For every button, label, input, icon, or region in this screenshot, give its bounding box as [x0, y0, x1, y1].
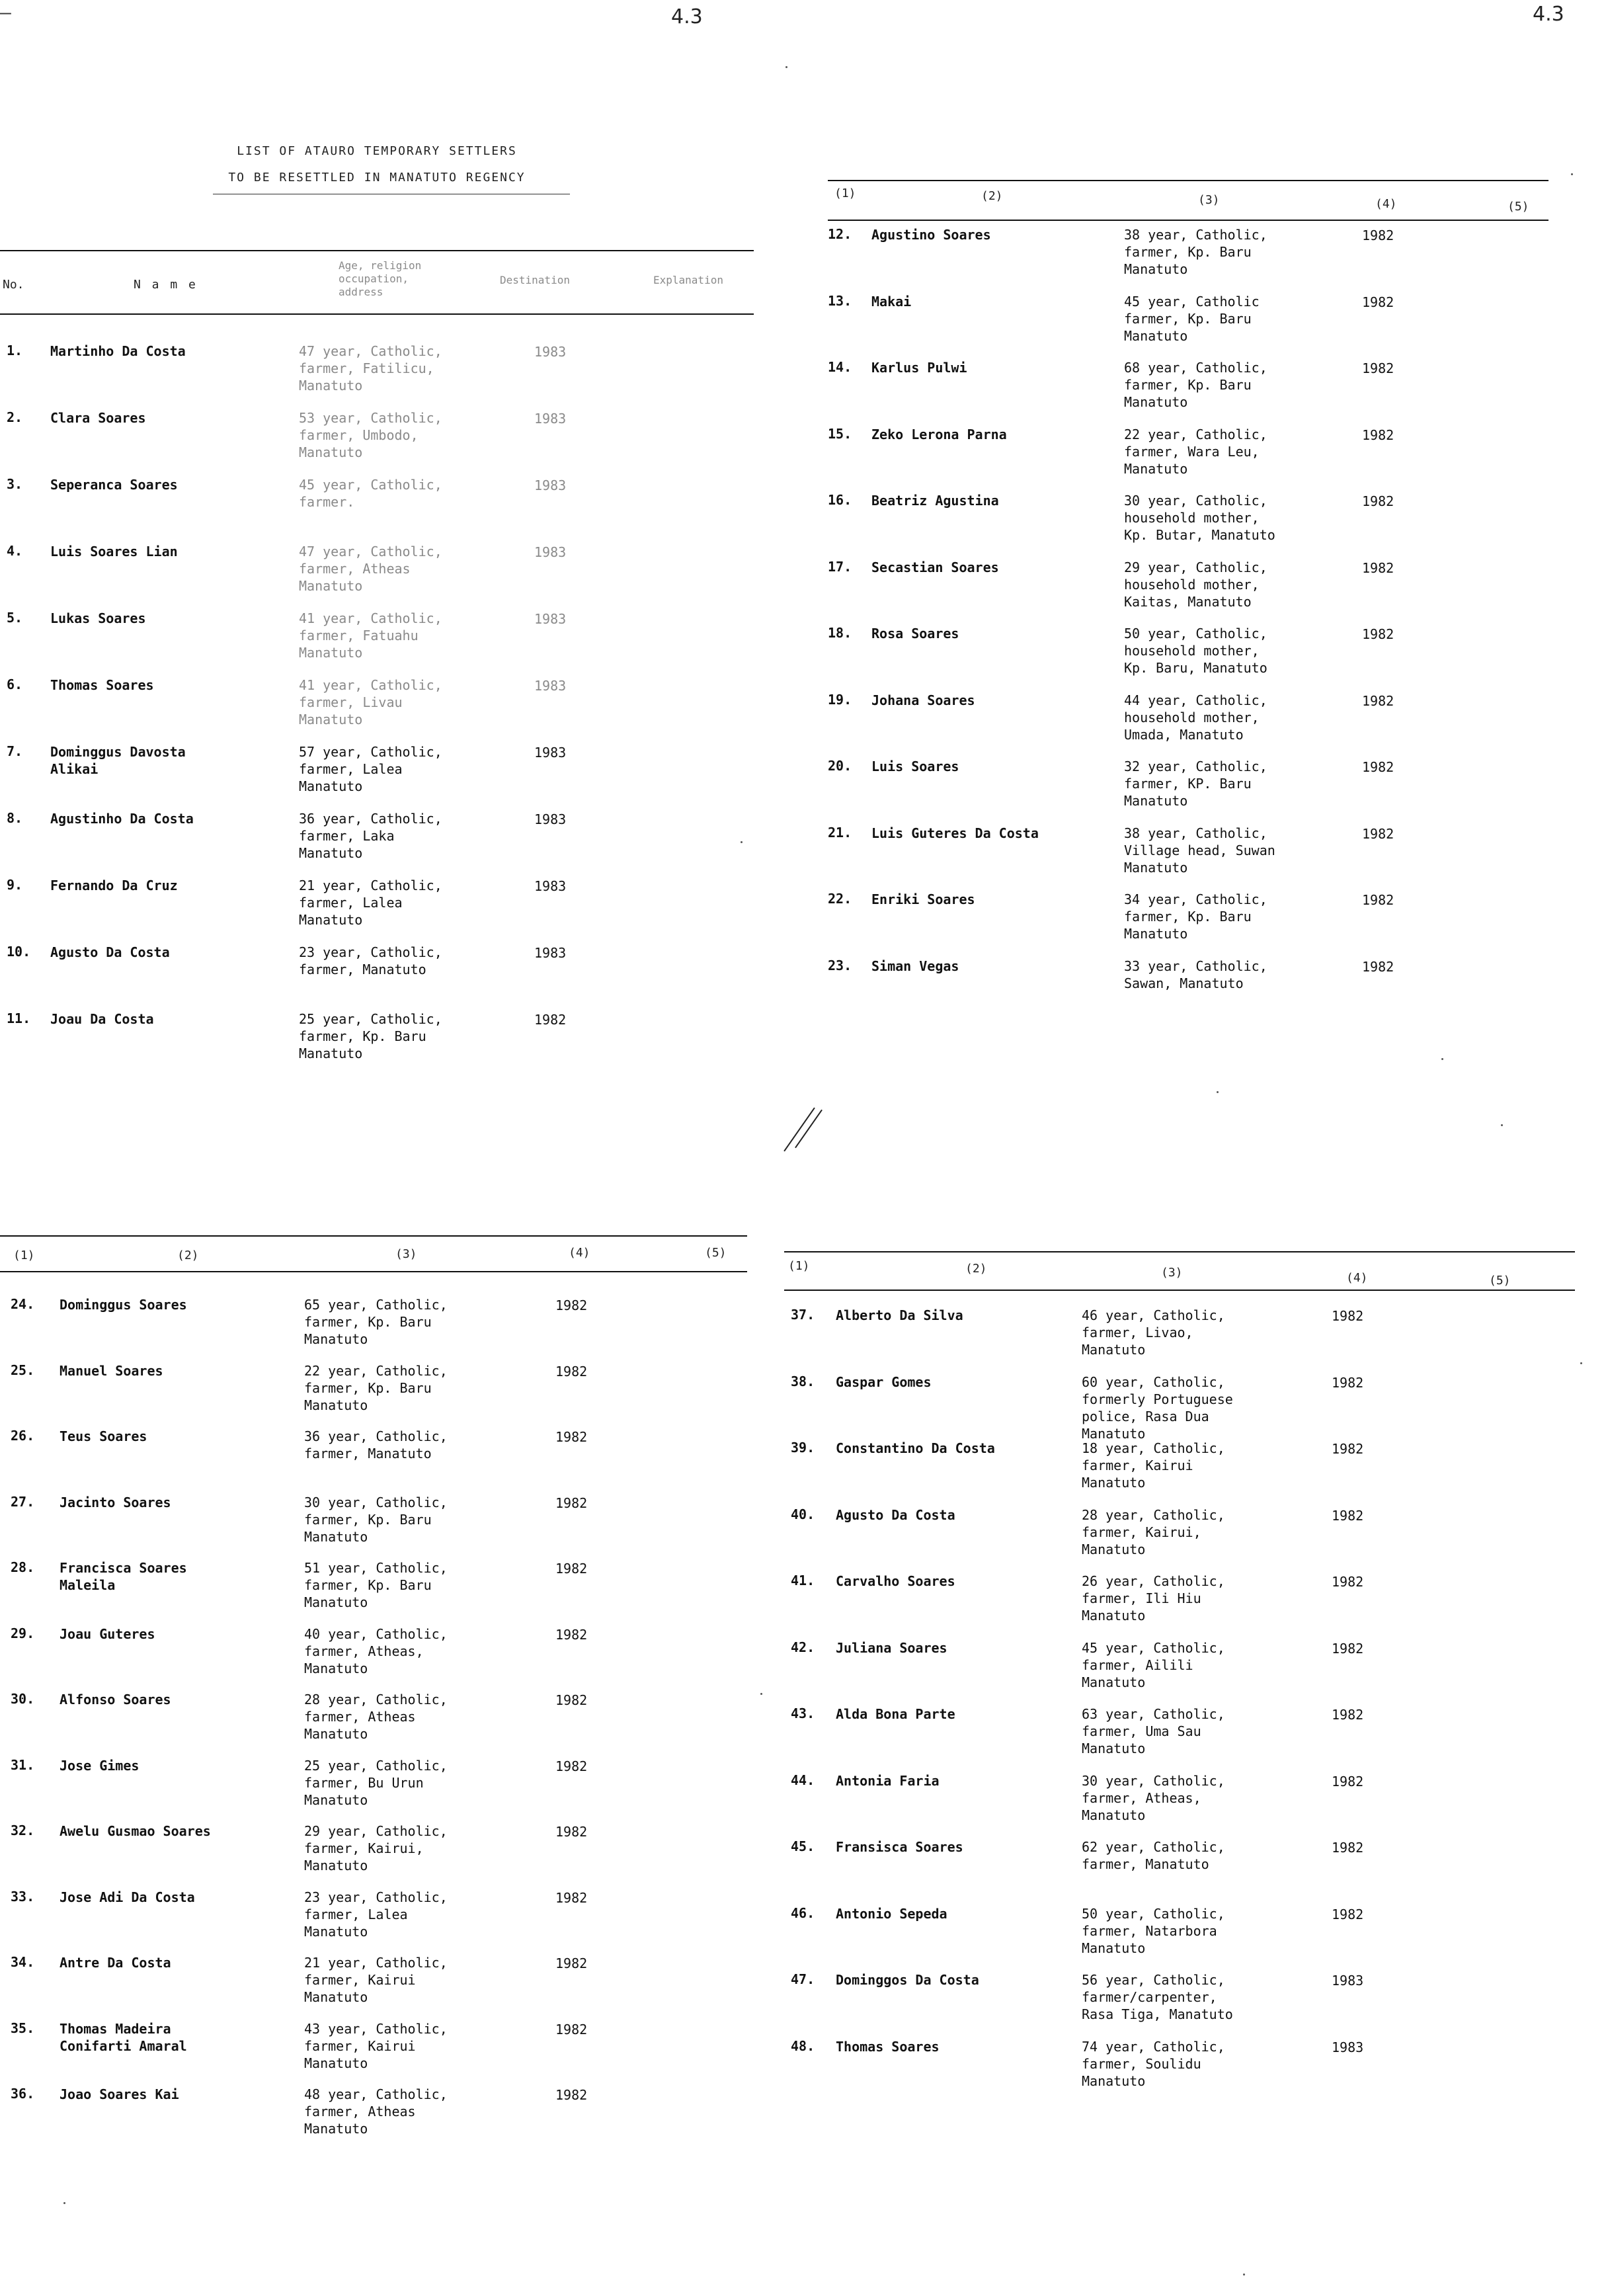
settler-name: Martinho Da Costa — [50, 343, 186, 359]
row-number: 6. — [7, 676, 23, 692]
settler-details: 46 year, Catholic, farmer, Livao, Manatuto — [1082, 1307, 1225, 1358]
settler-name: Juliana Soares — [836, 1640, 947, 1656]
q4-header-c2: (2) — [965, 1262, 987, 1276]
row-number: 23. — [828, 958, 852, 973]
row-number: 2. — [7, 409, 23, 425]
scan-speck — [1441, 1058, 1443, 1060]
settler-name: Fernando Da Cruz — [50, 878, 178, 893]
settler-name: Alda Bona Parte — [836, 1706, 955, 1722]
resettlement-year: 1982 — [1362, 227, 1394, 243]
settler-details: 36 year, Catholic, farmer, Manatuto — [304, 1428, 448, 1461]
row-number: 14. — [828, 359, 852, 375]
resettlement-year: 1982 — [1332, 1308, 1364, 1324]
settler-details: 40 year, Catholic, farmer, Atheas, Manatuto — [304, 1626, 448, 1676]
settler-name: Antre Da Costa — [60, 1955, 171, 1971]
settler-details: 74 year, Catholic, farmer, Soulidu Manatuto — [1082, 2039, 1225, 2089]
settler-details: 23 year, Catholic, farmer, Lalea Manatuto — [304, 1889, 448, 1940]
scan-speck — [1243, 2274, 1245, 2276]
row-number: 1. — [7, 343, 23, 358]
row-number: 9. — [7, 877, 23, 893]
resettlement-year: 1983 — [534, 678, 567, 694]
settler-name: Joau Guteres — [60, 1626, 155, 1642]
q3-header-c5: (5) — [705, 1246, 727, 1260]
resettlement-year: 1983 — [534, 745, 567, 760]
settler-name: Dominggos Da Costa — [836, 1972, 979, 1988]
settler-name: Thomas Soares — [836, 2039, 940, 2055]
row-number: 43. — [791, 1705, 815, 1721]
row-number: 17. — [828, 559, 852, 575]
row-number: 25. — [11, 1362, 35, 1378]
settler-details: 51 year, Catholic, farmer, Kp. Baru Manatuto — [304, 1560, 448, 1610]
resettlement-year: 1982 — [1362, 294, 1394, 310]
resettlement-year: 1982 — [1332, 1574, 1364, 1590]
settler-details: 43 year, Catholic, farmer, Kairui Manatuto — [304, 2021, 448, 2071]
scan-speck — [741, 841, 743, 843]
resettlement-year: 1982 — [1362, 759, 1394, 775]
resettlement-year: 1982 — [1332, 1774, 1364, 1789]
settler-details: 28 year, Catholic, farmer, Atheas Manatuto — [304, 1692, 448, 1742]
q1-header-col4: Destination — [500, 274, 570, 286]
q2-header-c2: (2) — [981, 189, 1003, 203]
q2-header-top-rule — [828, 180, 1548, 181]
row-number: 5. — [7, 610, 23, 626]
q4-header-c4: (4) — [1346, 1271, 1368, 1285]
settler-details: 32 year, Catholic, farmer, KP. Baru Manatuto — [1124, 758, 1267, 809]
settler-details: 22 year, Catholic, farmer, Wara Leu, Manatuto — [1124, 427, 1267, 477]
resettlement-year: 1982 — [1362, 959, 1394, 975]
resettlement-year: 1982 — [1332, 1375, 1364, 1391]
row-number: 34. — [11, 1954, 35, 1970]
row-number: 33. — [11, 1889, 35, 1905]
resettlement-year: 1982 — [555, 2022, 588, 2037]
settler-details: 29 year, Catholic, household mother, Kaitas, Manatuto — [1124, 559, 1267, 610]
settler-name: Francisca Soares Maleila — [60, 1560, 187, 1593]
settler-details: 30 year, Catholic, farmer, Kp. Baru Manatuto — [304, 1495, 448, 1545]
resettlement-year: 1982 — [1332, 1441, 1364, 1457]
row-number: 4. — [7, 543, 23, 559]
resettlement-year: 1982 — [1362, 626, 1394, 642]
scan-speck — [1580, 1362, 1582, 1364]
settler-details: 48 year, Catholic, farmer, Atheas Manatuto — [304, 2086, 448, 2137]
settler-details: 18 year, Catholic, farmer, Kairui Manatuto — [1082, 1440, 1225, 1491]
q3-header-c3: (3) — [395, 1247, 417, 1261]
settler-details: 25 year, Catholic, farmer, Bu Urun Manatuto — [304, 1758, 448, 1808]
row-number: 21. — [828, 825, 852, 840]
q1-header-col5: Explanation — [653, 274, 723, 286]
row-number: 11. — [7, 1010, 31, 1026]
settler-name: Clara Soares — [50, 410, 146, 426]
q3-header-c4: (4) — [569, 1246, 590, 1260]
resettlement-year: 1983 — [534, 411, 567, 427]
settler-details: 28 year, Catholic, farmer, Kairui, Manatuto — [1082, 1507, 1225, 1557]
row-number: 15. — [828, 426, 852, 442]
settler-name: Manuel Soares — [60, 1363, 163, 1379]
resettlement-year: 1982 — [555, 1297, 588, 1313]
settler-details: 41 year, Catholic, farmer, Livau Manatuto — [299, 677, 442, 727]
row-number: 31. — [11, 1757, 35, 1773]
q1-header-col3: Age, religion occupation, address — [339, 259, 422, 298]
settler-details: 26 year, Catholic, farmer, Ili Hiu Manatuto — [1082, 1573, 1225, 1623]
row-number: 32. — [11, 1823, 35, 1838]
settler-name: Siman Vegas — [871, 958, 959, 974]
row-number: 27. — [11, 1494, 35, 1510]
resettlement-year: 1982 — [555, 1364, 588, 1379]
row-number: 41. — [791, 1573, 815, 1588]
resettlement-year: 1983 — [1332, 2039, 1364, 2055]
settler-details: 21 year, Catholic, farmer, Kairui Manatuto — [304, 1955, 448, 2005]
q2-header-c4: (4) — [1375, 197, 1397, 211]
q3-header-top-rule — [0, 1235, 747, 1237]
settler-name: Jacinto Soares — [60, 1495, 171, 1510]
q4-header-c3: (3) — [1161, 1266, 1183, 1280]
settler-details: 23 year, Catholic, farmer, Manatuto — [299, 944, 442, 977]
settler-details: 21 year, Catholic, farmer, Lalea Manatuto — [299, 878, 442, 928]
resettlement-year: 1982 — [1332, 1840, 1364, 1856]
q2-header-c1: (1) — [834, 186, 856, 200]
row-number: 20. — [828, 758, 852, 774]
resettlement-year: 1983 — [534, 544, 567, 560]
settler-name: Luis Soares — [871, 758, 959, 774]
row-number: 22. — [828, 891, 852, 907]
resettlement-year: 1982 — [1362, 560, 1394, 576]
settler-name: Johana Soares — [871, 692, 975, 708]
q3-header-bottom-rule — [0, 1271, 747, 1272]
resettlement-year: 1983 — [534, 611, 567, 627]
row-number: 18. — [828, 625, 852, 641]
settler-details: 50 year, Catholic, household mother, Kp. Baru, Manatuto — [1124, 626, 1267, 676]
settler-details: 57 year, Catholic, farmer, Lalea Manatuto — [299, 744, 442, 794]
resettlement-year: 1982 — [1332, 1508, 1364, 1524]
row-number: 7. — [7, 743, 23, 759]
settler-name: Joau Da Costa — [50, 1011, 154, 1027]
settler-name: Jose Adi Da Costa — [60, 1889, 195, 1905]
scan-speck — [63, 2202, 65, 2204]
resettlement-year: 1982 — [1362, 826, 1394, 842]
settler-details: 47 year, Catholic, farmer, Fatilicu, Manatuto — [299, 343, 442, 393]
settler-details: 38 year, Catholic, Village head, Suwan Manatuto — [1124, 825, 1275, 876]
q4-header-c1: (1) — [788, 1259, 810, 1273]
q4-header-c5: (5) — [1489, 1274, 1511, 1288]
q1-header-no: No. — [3, 278, 24, 292]
row-number: 8. — [7, 810, 23, 826]
settler-name: Karlus Pulwi — [871, 360, 967, 376]
resettlement-year: 1983 — [534, 945, 567, 961]
row-number: 36. — [11, 2086, 35, 2102]
scan-speck — [1571, 173, 1573, 175]
row-number: 30. — [11, 1691, 35, 1707]
row-number: 10. — [7, 944, 31, 960]
resettlement-year: 1983 — [534, 811, 567, 827]
settler-details: 22 year, Catholic, farmer, Kp. Baru Manatuto — [304, 1363, 448, 1413]
resettlement-year: 1982 — [1332, 1707, 1364, 1723]
q2-header-c5: (5) — [1508, 200, 1529, 214]
q2-header-c3: (3) — [1198, 193, 1220, 207]
resettlement-year: 1982 — [1362, 693, 1394, 709]
settler-details: 33 year, Catholic, Sawan, Manatuto — [1124, 958, 1267, 991]
settler-name: Gaspar Gomes — [836, 1374, 932, 1390]
settler-name: Lukas Soares — [50, 610, 146, 626]
settler-name: Antonio Sepeda — [836, 1906, 947, 1922]
resettlement-year: 1982 — [1362, 493, 1394, 509]
settler-details: 30 year, Catholic, farmer, Atheas, Manatuto — [1082, 1773, 1225, 1823]
settler-details: 45 year, Catholic farmer, Kp. Baru Manatuto — [1124, 294, 1260, 344]
resettlement-year: 1982 — [555, 1955, 588, 1971]
resettlement-year: 1982 — [555, 1495, 588, 1511]
settler-details: 30 year, Catholic, household mother, Kp. Butar, Manatuto — [1124, 493, 1275, 543]
document-title-line1: LIST OF ATAURO TEMPORARY SETTLERS — [237, 144, 517, 158]
resettlement-year: 1982 — [534, 1012, 567, 1028]
scan-mark: — — [0, 1, 11, 23]
settler-details: 65 year, Catholic, farmer, Kp. Baru Manatuto — [304, 1297, 448, 1347]
resettlement-year: 1982 — [1332, 1641, 1364, 1657]
row-number: 37. — [791, 1307, 815, 1323]
row-number: 42. — [791, 1639, 815, 1655]
settler-name: Carvalho Soares — [836, 1573, 955, 1589]
row-number: 26. — [11, 1428, 35, 1444]
q2-header-bottom-rule — [828, 220, 1548, 221]
row-number: 35. — [11, 2020, 35, 2036]
row-number: 29. — [11, 1625, 35, 1641]
scan-speck — [1217, 1091, 1219, 1093]
row-number: 28. — [11, 1559, 35, 1575]
settler-details: 29 year, Catholic, farmer, Kairui, Manatuto — [304, 1823, 448, 1873]
settler-name: Thomas Madeira Conifarti Amaral — [60, 2021, 187, 2054]
settler-details: 44 year, Catholic, household mother, Umada, Manatuto — [1124, 692, 1267, 743]
resettlement-year: 1982 — [1332, 1906, 1364, 1922]
row-number: 24. — [11, 1296, 35, 1312]
settler-details: 36 year, Catholic, farmer, Laka Manatuto — [299, 811, 442, 861]
resettlement-year: 1982 — [555, 1824, 588, 1840]
q3-header-c2: (2) — [177, 1249, 199, 1262]
resettlement-year: 1982 — [555, 1561, 588, 1577]
settler-name: Fransisca Soares — [836, 1839, 963, 1855]
resettlement-year: 1982 — [555, 1692, 588, 1708]
resettlement-year: 1982 — [555, 1627, 588, 1643]
settler-name: Joao Soares Kai — [60, 2086, 179, 2102]
settler-name: Secastian Soares — [871, 559, 999, 575]
settler-name: Luis Soares Lian — [50, 544, 178, 559]
settler-name: Makai — [871, 294, 912, 309]
q1-header-top-rule — [0, 250, 754, 251]
settler-name: Luis Guteres Da Costa — [871, 825, 1039, 841]
row-number: 40. — [791, 1506, 815, 1522]
settler-name: Awelu Gusmao Soares — [60, 1823, 211, 1839]
q4-header-bottom-rule — [784, 1290, 1575, 1291]
resettlement-year: 1983 — [1332, 1973, 1364, 1988]
row-number: 46. — [791, 1905, 815, 1921]
settler-name: Teus Soares — [60, 1428, 147, 1444]
settler-name: Agustinho Da Costa — [50, 811, 194, 827]
settler-details: 50 year, Catholic, farmer, Natarbora Manatuto — [1082, 1906, 1225, 1956]
resettlement-year: 1982 — [1362, 427, 1394, 443]
scan-slash-mark — [784, 1108, 815, 1152]
settler-name: Zeko Lerona Parna — [871, 427, 1007, 442]
settler-details: 60 year, Catholic, formerly Portuguese police, Rasa Dua Manatuto — [1082, 1374, 1233, 1442]
settler-details: 38 year, Catholic, farmer, Kp. Baru Manatuto — [1124, 227, 1267, 277]
settler-details: 53 year, Catholic, farmer, Umbodo, Manatuto — [299, 410, 442, 460]
settler-details: 41 year, Catholic, farmer, Fatuahu Manatuto — [299, 610, 442, 661]
row-number: 48. — [791, 2038, 815, 2054]
settler-name: Constantino Da Costa — [836, 1440, 995, 1456]
scan-speck — [1501, 1124, 1503, 1126]
settler-name: Agustino Soares — [871, 227, 991, 243]
page-number-right: 4.3 — [1533, 3, 1564, 26]
resettlement-year: 1983 — [534, 878, 567, 894]
q1-header-name: N a m e — [134, 278, 198, 292]
resettlement-year: 1982 — [555, 1758, 588, 1774]
resettlement-year: 1982 — [1362, 360, 1394, 376]
row-number: 39. — [791, 1440, 815, 1456]
settler-details: 45 year, Catholic, farmer, Ailili Manatuto — [1082, 1640, 1225, 1690]
resettlement-year: 1983 — [534, 477, 567, 493]
row-number: 13. — [828, 293, 852, 309]
settler-name: Dominggus Davosta Alikai — [50, 744, 186, 777]
row-number: 16. — [828, 492, 852, 508]
resettlement-year: 1982 — [555, 1429, 588, 1445]
row-number: 19. — [828, 692, 852, 708]
row-number: 12. — [828, 226, 852, 242]
settler-details: 62 year, Catholic, farmer, Manatuto — [1082, 1839, 1225, 1872]
settler-name: Dominggus Soares — [60, 1297, 187, 1313]
q4-header-top-rule — [784, 1251, 1575, 1252]
settler-name: Jose Gimes — [60, 1758, 140, 1774]
settler-details: 68 year, Catholic, farmer, Kp. Baru Manatuto — [1124, 360, 1267, 410]
settler-name: Agusto Da Costa — [836, 1507, 955, 1523]
settler-details: 56 year, Catholic, farmer/carpenter, Rasa Tiga, Manatuto — [1082, 1972, 1233, 2022]
settler-name: Seperanca Soares — [50, 477, 178, 493]
settler-name: Agusto Da Costa — [50, 944, 170, 960]
settler-details: 63 year, Catholic, farmer, Uma Sau Manatuto — [1082, 1706, 1225, 1756]
settler-name: Enriki Soares — [871, 891, 975, 907]
settler-name: Rosa Soares — [871, 626, 959, 641]
settler-name: Thomas Soares — [50, 677, 154, 693]
resettlement-year: 1982 — [1362, 892, 1394, 908]
q1-header-bottom-rule — [0, 313, 754, 315]
settler-name: Antonia Faria — [836, 1773, 940, 1789]
row-number: 3. — [7, 476, 23, 492]
row-number: 47. — [791, 1971, 815, 1987]
settler-details: 25 year, Catholic, farmer, Kp. Baru Manatuto — [299, 1011, 442, 1061]
settler-name: Alfonso Soares — [60, 1692, 171, 1707]
row-number: 45. — [791, 1838, 815, 1854]
document-title-line2: TO BE RESETTLED IN MANATUTO REGENCY — [228, 171, 526, 184]
resettlement-year: 1983 — [534, 344, 567, 360]
row-number: 44. — [791, 1772, 815, 1788]
settler-details: 34 year, Catholic, farmer, Kp. Baru Manatuto — [1124, 891, 1267, 942]
resettlement-year: 1982 — [555, 2087, 588, 2103]
page-number-center: 4.3 — [671, 5, 703, 28]
settler-name: Beatriz Agustina — [871, 493, 999, 509]
q3-header-c1: (1) — [13, 1249, 35, 1262]
resettlement-year: 1982 — [555, 1890, 588, 1906]
settler-details: 47 year, Catholic, farmer, Atheas Manatuto — [299, 544, 442, 594]
settler-details: 45 year, Catholic, farmer. — [299, 477, 442, 510]
scan-speck — [785, 66, 787, 68]
settler-name: Alberto Da Silva — [836, 1307, 963, 1323]
row-number: 38. — [791, 1374, 815, 1389]
scan-speck — [760, 1693, 762, 1695]
